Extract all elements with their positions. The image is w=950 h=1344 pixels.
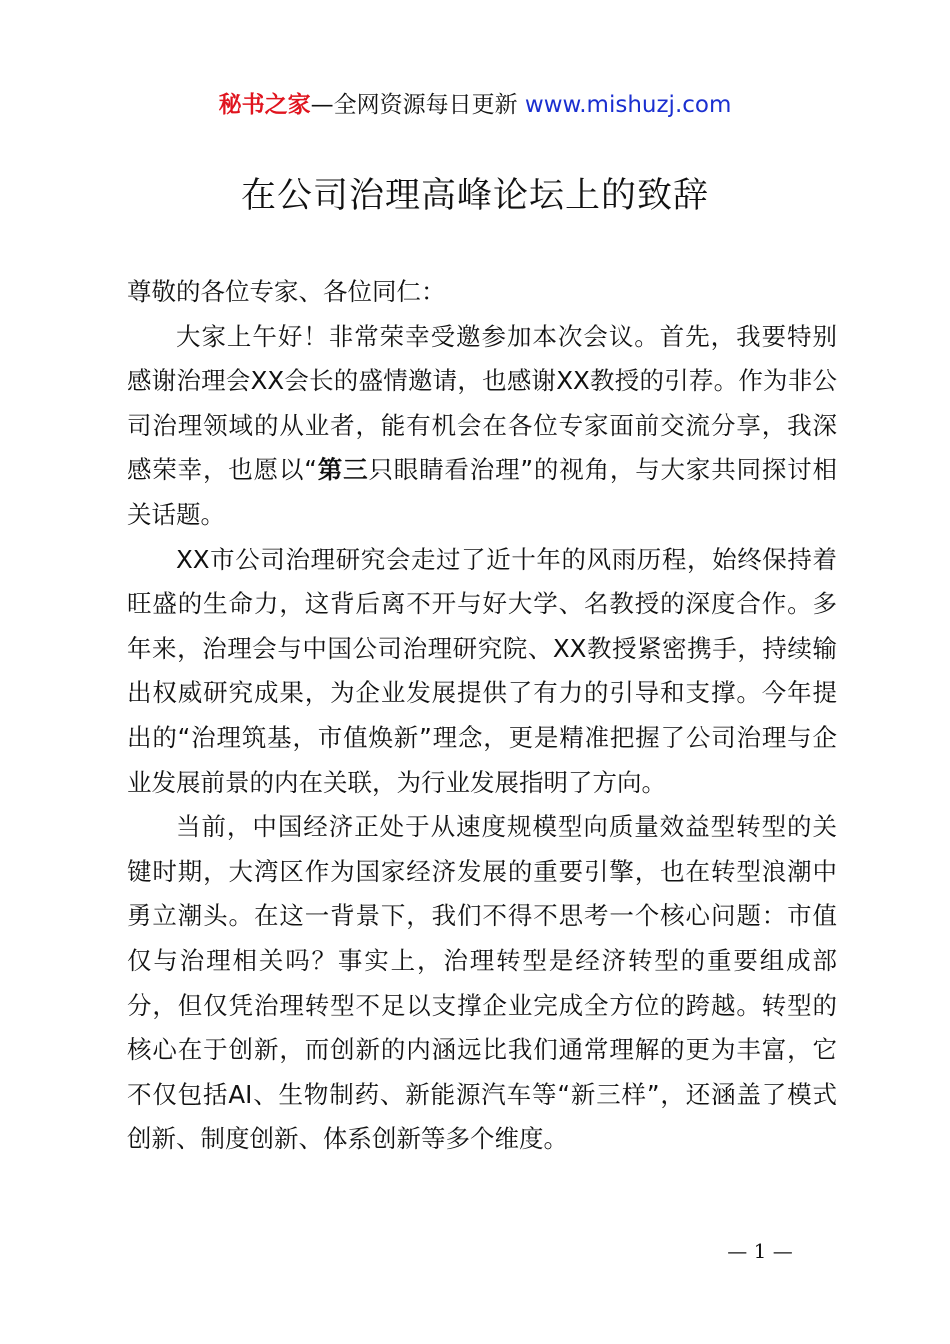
document-body	[127, 270, 837, 1162]
document-title: 在公司治理高峰论坛上的致辞	[240, 176, 709, 216]
paragraph-3: 当前，中国经济正处于从速度规模型向质量效益型转型的关键时期，大湾区作为国家经济发展的重要引擎，也在转型浪潮中勇立潮头。在这一背景下，我们不得不思考一个核心问题：市值仅与治理相关吗？事实上，治理转型是经济转型的重要组成部分，但仅凭治理转型不足以支撑企业完成全方位的跨越。转型的核心在于创新，而创新的内涵远比我们通常理解的更为丰富，它不仅包括AI、生物制药、新能源汽车等“新三样”，还涵盖了模式创新、制度创新、体系创新等多个维度。	[127, 812, 837, 1154]
paragraph-1-bold-text: 第三	[316, 455, 369, 485]
paragraph-1	[127, 315, 837, 538]
paragraph-1-text-start: 大家上午好！非常荣幸受邀参加本次会议。首先，我要特别感谢治理会XX会长的盛情邀请，也感谢XX教授的引荐。作为非公司治理领域的从业者，能有机会在各位专家面前交流分享，我深感荣幸，也愿以“	[127, 321, 837, 485]
paragraph-2: XX市公司治理研究会走过了近十年的风雨历程，始终保持着旺盛的生命力，这背后离不开与好大学、名教授的深度合作。多年来，治理会与中国公司治理研究院、XX教授紧密携手，持续输出权威研究成果，为企业发展提供了有力的引导和支撑。今年提出的“治理筑基，市值焕新”理念，更是精准把握了公司治理与企业发展前景的内在关联，为行业发展指明了方向。	[127, 544, 837, 797]
salutation: 尊敬的各位专家、各位同仁：	[127, 277, 446, 306]
paragraph-1-text-end: 只眼睛看治理”的视角，与大家共同探讨相关话题。	[127, 455, 837, 529]
site-header	[0, 88, 950, 122]
brand-name: 秘书之家	[218, 92, 311, 118]
site-url-link[interactable]: www.mishuzj.com	[524, 92, 732, 118]
header-tagline: —全网资源每日更新	[310, 92, 525, 118]
page-number: — 1 —	[727, 1239, 793, 1263]
